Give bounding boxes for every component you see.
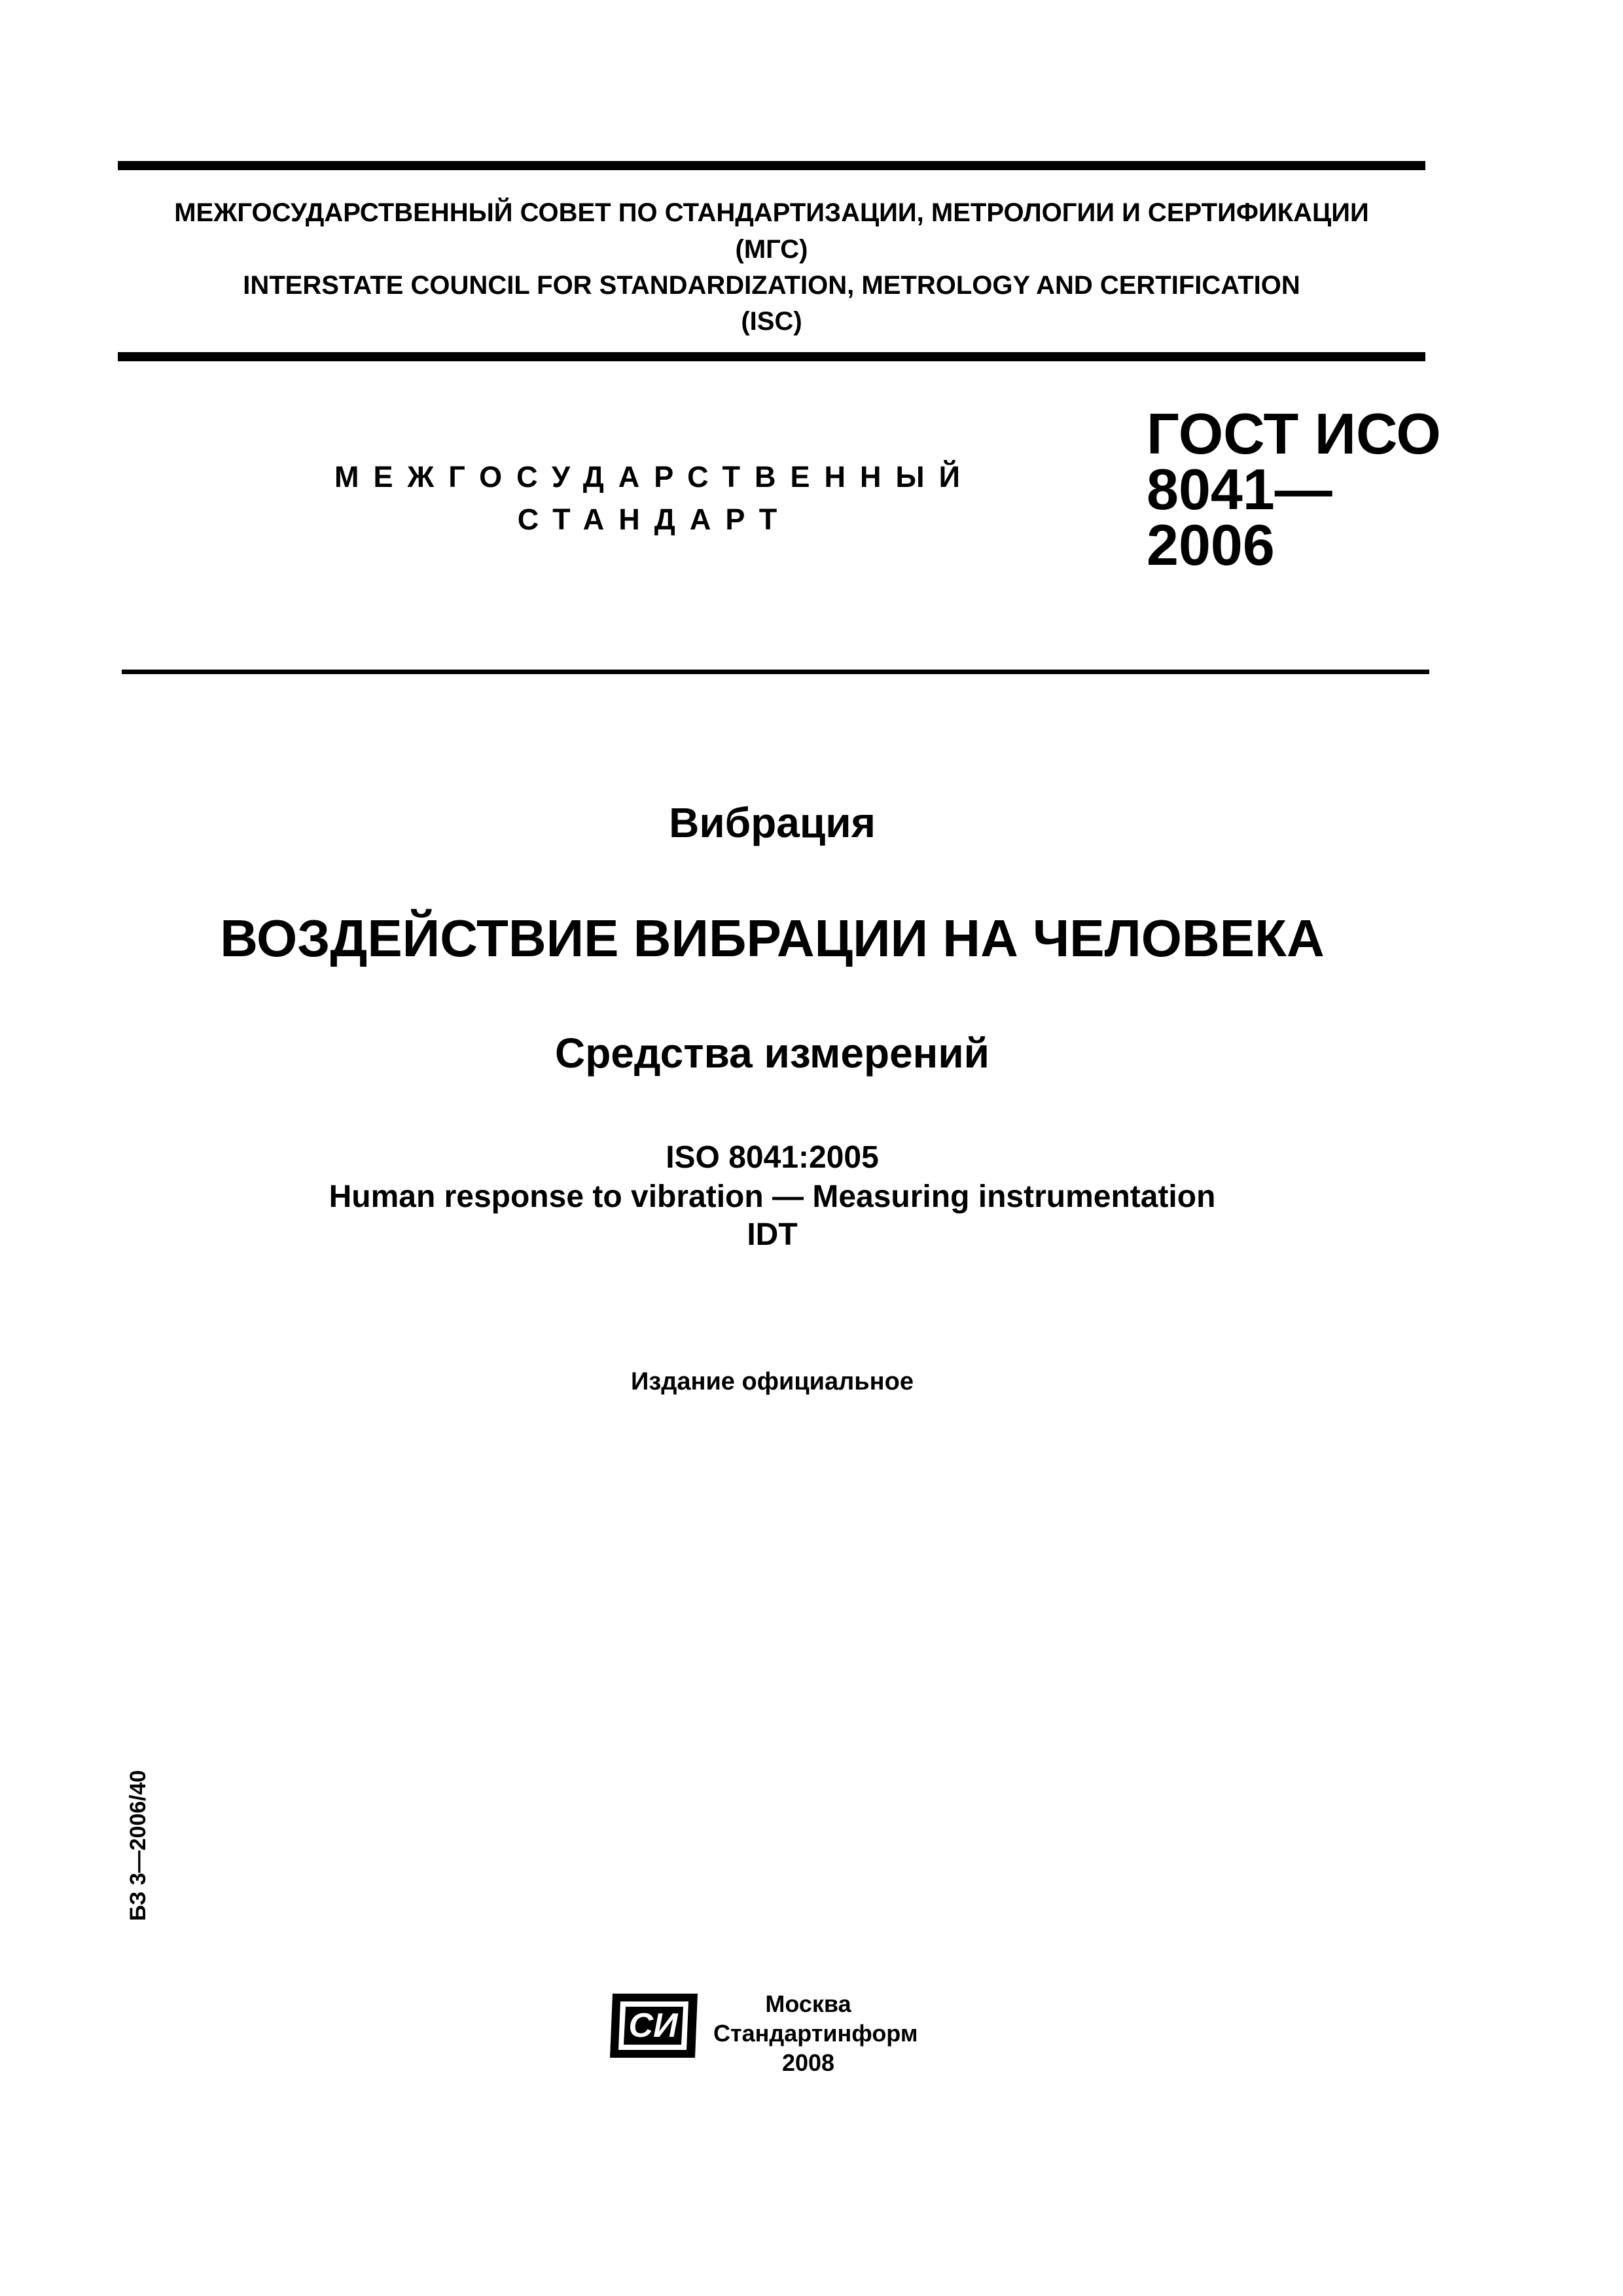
publisher-logo [605, 1984, 703, 2066]
standard-type-line2: СТАНДАРТ [517, 503, 792, 536]
publisher-name: Стандартинформ [713, 2020, 918, 2047]
standartinform-logo-icon [605, 1984, 703, 2066]
title-part: Средства измерений [554, 1030, 990, 1077]
iso-title-en: Human response to vibration — Measuring instrumentation [329, 1179, 1216, 1214]
title-main: ВОЗДЕЙСТВИЕ ВИБРАЦИИ НА ЧЕЛОВЕКА [220, 909, 1325, 967]
publisher-city: Москва [765, 1990, 851, 2017]
council-name-en: INTERSTATE COUNCIL FOR STANDARDIZATION, METROLOGY AND CERTIFICATION [243, 271, 1300, 300]
top-rule [118, 161, 1425, 170]
standard-type-line1: МЕЖГОСУДАРСТВЕННЫЙ [334, 460, 974, 493]
title-subject: Вибрация [669, 799, 876, 846]
iso-equivalence: IDT [747, 1217, 798, 1252]
side-registration-code: БЗ 3—2006/40 [126, 1770, 151, 1921]
edition-note: Издание официальное [631, 1368, 914, 1395]
council-abbr-ru: (МГС) [735, 235, 808, 264]
title-block-rule [122, 670, 1429, 674]
standard-number-line3: 2006 [1147, 512, 1275, 577]
council-name-ru: МЕЖГОСУДАРСТВЕННЫЙ СОВЕТ ПО СТАНДАРТИЗАЦИИ, МЕТРОЛОГИИ И СЕРТИФИКАЦИИ [174, 198, 1369, 227]
council-abbr-en: (ISC) [741, 307, 802, 336]
iso-reference: ISO 8041:2005 [666, 1140, 879, 1175]
header-bottom-rule [118, 352, 1425, 361]
publisher-year: 2008 [781, 2049, 835, 2076]
logo-text: СИ [628, 2007, 678, 2045]
standard-number-line1: ГОСТ ИСО [1147, 401, 1441, 466]
standard-number-line2: 8041— [1147, 457, 1332, 522]
